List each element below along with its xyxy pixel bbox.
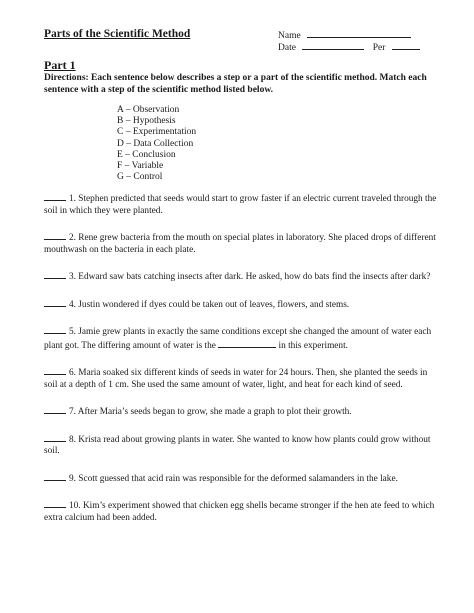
question-7: [44, 405, 439, 419]
answer-blank-5[interactable]: [44, 325, 66, 334]
per-label: Per: [372, 43, 386, 53]
name-field-row: [278, 28, 420, 40]
name-label: Name: [278, 31, 301, 41]
question-2: [44, 231, 439, 256]
option-conclusion: E – Conclusion: [117, 149, 176, 160]
part-heading: Part 1: [44, 58, 76, 72]
option-data-collection: D – Data Collection: [117, 138, 194, 149]
question-1: [44, 192, 439, 217]
answer-blank-6[interactable]: [44, 366, 66, 375]
answer-blank-1[interactable]: [44, 192, 66, 201]
question-5-text-before: 5. Jamie grew plants in exactly the same conditions except she changed the amount of water each plant got. The differing amount of water is the: [44, 327, 432, 351]
question-10: [44, 499, 439, 524]
answer-blank-7[interactable]: [44, 405, 66, 414]
date-label: Date: [278, 43, 296, 53]
per-blank[interactable]: [392, 40, 420, 50]
question-2-text: 2. Rene grew bacteria from the mouth on special plates in laboratory. She placed drops of different mouthwash on the bacteria in each plate.: [44, 233, 436, 255]
date-blank[interactable]: [302, 40, 364, 50]
question-8-text: 8. Krista read about growing plants in water. She wanted to know how plants could grow without soil.: [44, 434, 431, 456]
method-steps-list: [117, 105, 196, 183]
answer-blank-9[interactable]: [44, 472, 66, 481]
option-hypothesis: B – Hypothesis: [117, 116, 176, 127]
question-7-text: 7. After Maria’s seeds began to grow, she made a graph to plot their growth.: [69, 407, 352, 417]
answer-blank-2[interactable]: [44, 231, 66, 240]
question-4: [44, 298, 439, 312]
question-8: [44, 433, 439, 458]
question-list: [44, 192, 439, 538]
question-3: [44, 270, 439, 284]
question-9: [44, 472, 439, 486]
directions-text: Directions: Each sentence below describes a step or a part of the scientific method. Match each sentence with a step of the scientific method listed below.: [44, 73, 427, 95]
variable-inline-blank[interactable]: [218, 339, 276, 348]
worksheet-title: Parts of the Scientific Method: [44, 28, 191, 40]
answer-blank-10[interactable]: [44, 499, 66, 508]
question-4-text: 4. Justin wondered if dyes could be taken out of leaves, flowers, and stems.: [69, 299, 350, 310]
answer-blank-4[interactable]: [44, 298, 66, 307]
option-control: G – Control: [117, 172, 163, 183]
question-5: [44, 325, 439, 352]
question-5-text-after: in this experiment.: [278, 340, 348, 351]
question-6-text: 6. Maria soaked six different kinds of seeds in water for 24 hours. Then, she planted the seeds in soil at a depth of 1 cm. She used the same amount of water, light, and heat for each kind of seed.: [44, 368, 428, 390]
question-3-text: 3. Edward saw bats catching insects after dark. He asked, how do bats find the insects after dark?: [69, 272, 431, 282]
name-blank[interactable]: [307, 28, 411, 38]
answer-blank-8[interactable]: [44, 433, 66, 442]
option-variable: F – Variable: [117, 161, 164, 172]
answer-blank-3[interactable]: [44, 270, 66, 279]
question-9-text: 9. Scott guessed that acid rain was responsible for the deformed salamanders in the lake.: [69, 473, 398, 484]
question-1-text: 1. Stephen predicted that seeds would start to grow faster if an electric current traveled through the soil in which they were planted.: [44, 194, 437, 216]
student-info-fields: [278, 28, 420, 52]
question-10-text: 10. Kim’s experiment showed that chicken egg shells became stronger if the hen ate feed to which extra calcium had been added.: [44, 501, 435, 523]
date-per-field-row: [278, 40, 420, 52]
option-experimentation: C – Experimentation: [117, 127, 197, 138]
option-observation: A – Observation: [117, 105, 180, 115]
question-6: [44, 366, 439, 391]
